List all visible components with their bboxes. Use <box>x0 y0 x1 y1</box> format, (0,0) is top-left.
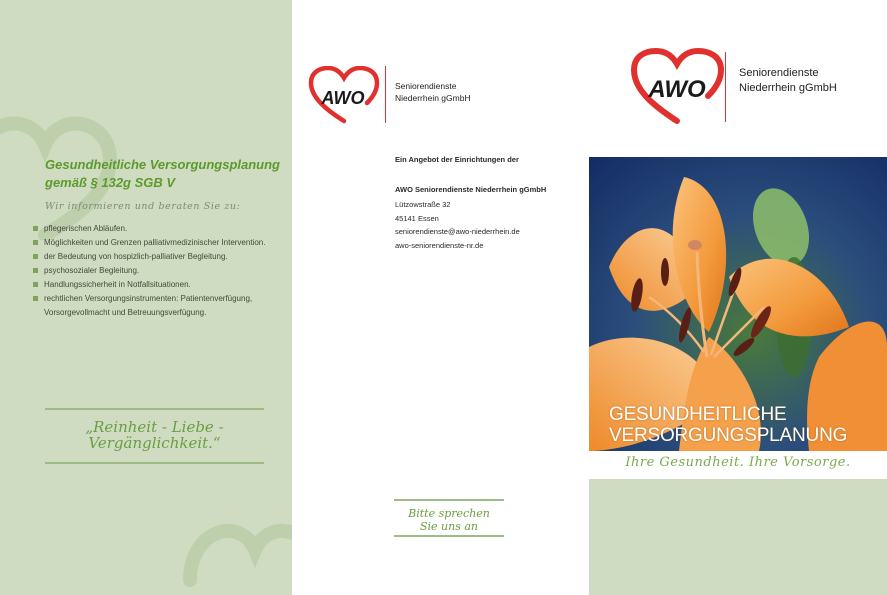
awo-logo-text: AWO <box>648 76 706 103</box>
right-bottom-band <box>589 479 887 595</box>
left-heading-line1: Gesundheitliche Versorgungsplanung <box>45 157 280 172</box>
list-item-continuation: Vorsorgevollmacht und Betreuungsverfügung. <box>44 308 207 317</box>
list-item: Möglichkeiten und Grenzen palliativmedizinischer Intervention. <box>33 236 288 250</box>
contact-org-name: AWO Seniorendienste Niederrhein gGmbH <box>395 185 547 194</box>
list-item: pflegerischen Abläufen. <box>33 222 288 236</box>
contact-email-link[interactable]: seniorendienste@awo-niederrhein.de <box>395 227 520 236</box>
left-heading-line2: gemäß § 132g SGB V <box>45 175 176 190</box>
quote-box <box>45 408 264 464</box>
awo-heart-logo-small <box>308 66 380 124</box>
contact-street: Lützowstraße 32 <box>395 200 451 209</box>
list-item: der Bedeutung von hospizlich-palliativer Begleitung. <box>33 250 288 264</box>
left-intro: Wir informieren und beraten Sie zu: <box>45 201 241 212</box>
square-bullet-icon <box>33 226 38 231</box>
square-bullet-icon <box>33 268 38 273</box>
square-bullet-icon <box>33 254 38 259</box>
list-item: Handlungssicherheit in Notfallsituationen. <box>33 278 288 292</box>
org-name-small: Seniorendienste Niederrhein gGmbH <box>395 81 471 103</box>
square-bullet-icon <box>33 282 38 287</box>
offer-text: Ein Angebot der Einrichtungen der <box>395 155 519 164</box>
cover-title: GESUNDHEITLICHE VERSORGUNGSPLANUNG <box>609 404 848 446</box>
quote-text: „Reinheit - Liebe - Vergänglichkeit.“ <box>85 418 224 452</box>
talk-text: Bitte sprechen Sie uns an <box>408 507 490 533</box>
awo-heart-logo-large <box>630 48 725 124</box>
cover-subtitle: Ihre Gesundheit. Ihre Vorsorge. <box>625 455 851 470</box>
list-item: psychosozialer Begleitung. <box>33 264 288 278</box>
square-bullet-icon <box>33 296 38 301</box>
logo-divider <box>385 66 386 123</box>
awo-logo-text: AWO <box>321 88 365 108</box>
left-heading <box>45 156 285 192</box>
contact-block <box>395 155 585 252</box>
contact-website-link[interactable]: awo-seniorendienste-nr.de <box>395 240 484 250</box>
list-item: rechtlichen Versorgungsinstrumenten: Patientenverfügung, <box>33 292 288 306</box>
contact-city: 45141 Essen <box>395 213 439 223</box>
topic-list <box>33 222 288 320</box>
left-panel <box>0 0 292 595</box>
square-bullet-icon <box>33 240 38 245</box>
org-name-large: Seniorendienste Niederrhein gGmbH <box>739 67 837 94</box>
logo-divider <box>725 52 726 122</box>
talk-box <box>394 499 504 537</box>
heart-outline-decoration-bottom <box>170 490 292 595</box>
